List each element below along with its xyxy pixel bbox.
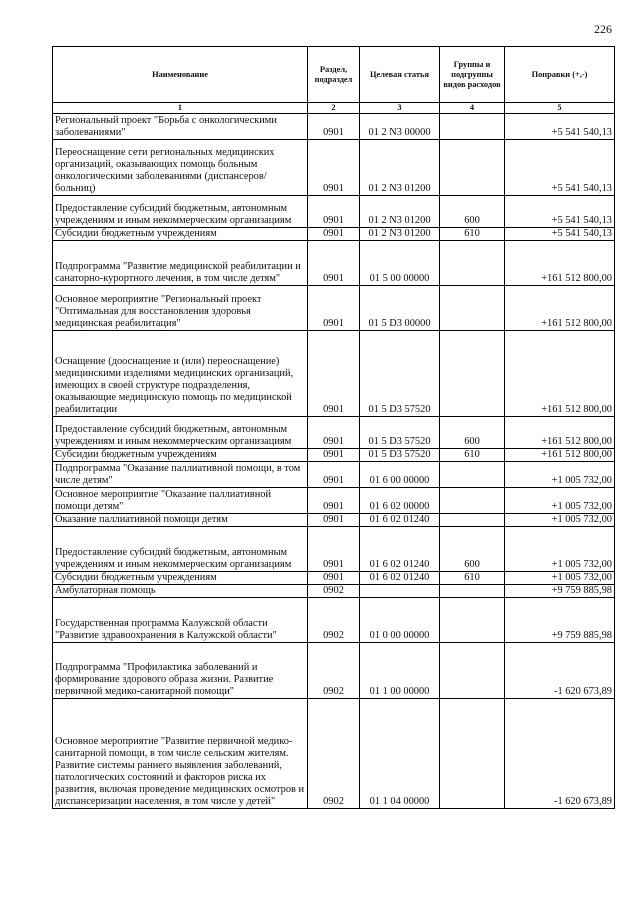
cell-target: 01 1 04 00000 <box>360 699 440 809</box>
table-row <box>53 585 615 598</box>
budget-amendments-table <box>52 46 615 809</box>
header-amendment: Поправки (+,-) <box>505 47 615 103</box>
cell-name: Основное мероприятие "Оказание паллиативной помощи детям" <box>53 488 308 514</box>
cell-group: 600 <box>440 196 505 228</box>
cell-amendment: +161 512 800,00 <box>505 331 615 417</box>
cell-section: 0901 <box>308 488 360 514</box>
cell-group: 610 <box>440 572 505 585</box>
table-row <box>53 514 615 527</box>
header-name: Наименование <box>53 47 308 103</box>
cell-group <box>440 286 505 331</box>
table-row <box>53 598 615 643</box>
cell-name: Подпрограмма "Развитие медицинской реабилитации и санаторно-курортного лечения, в том числе детям" <box>53 241 308 286</box>
cell-group <box>440 643 505 699</box>
table-row <box>53 643 615 699</box>
cell-group <box>440 140 505 196</box>
cell-target: 01 5 D3 57520 <box>360 417 440 449</box>
cell-amendment: +9 759 885,98 <box>505 598 615 643</box>
cell-section: 0901 <box>308 114 360 140</box>
table-row <box>53 462 615 488</box>
column-index: 1 <box>53 103 308 114</box>
cell-group <box>440 585 505 598</box>
table-row <box>53 417 615 449</box>
cell-section: 0902 <box>308 598 360 643</box>
cell-target: 01 5 D3 00000 <box>360 286 440 331</box>
cell-target: 01 6 02 01240 <box>360 572 440 585</box>
cell-group <box>440 114 505 140</box>
column-index: 4 <box>440 103 505 114</box>
table-row <box>53 572 615 585</box>
cell-amendment: +1 005 732,00 <box>505 572 615 585</box>
cell-section: 0901 <box>308 196 360 228</box>
cell-group <box>440 241 505 286</box>
cell-amendment: +1 005 732,00 <box>505 462 615 488</box>
cell-group: 610 <box>440 449 505 462</box>
table-row <box>53 228 615 241</box>
cell-name: Предоставление субсидий бюджетным, автономным учреждениям и иным некоммерческим организациям <box>53 417 308 449</box>
cell-amendment: +5 541 540,13 <box>505 228 615 241</box>
cell-section: 0902 <box>308 643 360 699</box>
cell-section: 0901 <box>308 228 360 241</box>
cell-target: 01 5 D3 57520 <box>360 331 440 417</box>
cell-amendment: +161 512 800,00 <box>505 286 615 331</box>
cell-section: 0901 <box>308 514 360 527</box>
table-header-row <box>53 47 615 103</box>
cell-amendment: +5 541 540,13 <box>505 140 615 196</box>
cell-target: 01 2 N3 00000 <box>360 114 440 140</box>
cell-amendment: +161 512 800,00 <box>505 417 615 449</box>
table-body <box>53 114 615 809</box>
column-index: 3 <box>360 103 440 114</box>
cell-amendment: +5 541 540,13 <box>505 196 615 228</box>
cell-group <box>440 331 505 417</box>
cell-name: Оказание паллиативной помощи детям <box>53 514 308 527</box>
cell-target: 01 6 02 01240 <box>360 514 440 527</box>
cell-section: 0902 <box>308 699 360 809</box>
page-number: 226 <box>594 22 612 36</box>
cell-group <box>440 598 505 643</box>
cell-target: 01 2 N3 01200 <box>360 196 440 228</box>
cell-section: 0901 <box>308 140 360 196</box>
cell-name: Подпрограмма "Профилактика заболеваний и формирование здорового образа жизни. Развитие первичной медико-санитарной помощи" <box>53 643 308 699</box>
table-row <box>53 241 615 286</box>
cell-group: 600 <box>440 417 505 449</box>
cell-group <box>440 488 505 514</box>
cell-name: Субсидии бюджетным учреждениям <box>53 449 308 462</box>
cell-target: 01 0 00 00000 <box>360 598 440 643</box>
column-index-row <box>53 103 615 114</box>
header-group: Группы и подгруппы видов расходов <box>440 47 505 103</box>
cell-target: 01 1 00 00000 <box>360 643 440 699</box>
cell-section: 0901 <box>308 417 360 449</box>
table-row <box>53 488 615 514</box>
cell-section: 0901 <box>308 572 360 585</box>
cell-target: 01 5 00 00000 <box>360 241 440 286</box>
cell-name: Основное мероприятие "Развитие первичной медико-санитарной помощи, в том числе сельским жителям. Развитие системы раннего выявления заболеваний, патологических состояний и факторов риска их развития, включая проведение медицинских осмотров и диспансеризации населения, в том числе у детей" <box>53 699 308 809</box>
cell-section: 0901 <box>308 527 360 572</box>
cell-amendment: +5 541 540,13 <box>505 114 615 140</box>
cell-name: Оснащение (дооснащение и (или) переоснащение) медицинскими изделиями медицинских организаций, имеющих в своей структуре подразделения, оказывающие медицинскую помощь по медицинской реабилитации <box>53 331 308 417</box>
cell-name: Предоставление субсидий бюджетным, автономным учреждениям и иным некоммерческим организациям <box>53 196 308 228</box>
cell-section: 0901 <box>308 449 360 462</box>
cell-name: Амбулаторная помощь <box>53 585 308 598</box>
table-row <box>53 196 615 228</box>
cell-amendment: +1 005 732,00 <box>505 488 615 514</box>
cell-name: Региональный проект "Борьба с онкологическими заболеваниями" <box>53 114 308 140</box>
cell-amendment: -1 620 673,89 <box>505 643 615 699</box>
column-index: 2 <box>308 103 360 114</box>
table-row <box>53 114 615 140</box>
cell-target: 01 2 N3 01200 <box>360 140 440 196</box>
table-row <box>53 449 615 462</box>
cell-amendment: +161 512 800,00 <box>505 449 615 462</box>
table-row <box>53 527 615 572</box>
cell-section: 0902 <box>308 585 360 598</box>
cell-target: 01 6 02 01240 <box>360 527 440 572</box>
cell-name: Основное мероприятие "Региональный проект "Оптимальная для восстановления здоровья медицинская реабилитация" <box>53 286 308 331</box>
table-row <box>53 331 615 417</box>
cell-name: Предоставление субсидий бюджетным, автономным учреждениям и иным некоммерческим организациям <box>53 527 308 572</box>
cell-name: Переоснащение сети региональных медицинских организаций, оказывающих помощь больным онкологическими заболеваниями (диспансеров/больниц) <box>53 140 308 196</box>
cell-target <box>360 585 440 598</box>
table-row <box>53 699 615 809</box>
cell-section: 0901 <box>308 331 360 417</box>
cell-name: Субсидии бюджетным учреждениям <box>53 228 308 241</box>
cell-group: 600 <box>440 527 505 572</box>
cell-group: 610 <box>440 228 505 241</box>
cell-name: Подпрограмма "Оказание паллиативной помощи, в том числе детям" <box>53 462 308 488</box>
cell-group <box>440 462 505 488</box>
cell-section: 0901 <box>308 286 360 331</box>
cell-amendment: +1 005 732,00 <box>505 514 615 527</box>
cell-section: 0901 <box>308 241 360 286</box>
cell-target: 01 2 N3 01200 <box>360 228 440 241</box>
cell-amendment: +161 512 800,00 <box>505 241 615 286</box>
cell-name: Субсидии бюджетным учреждениям <box>53 572 308 585</box>
table-row <box>53 286 615 331</box>
cell-amendment: -1 620 673,89 <box>505 699 615 809</box>
cell-group <box>440 699 505 809</box>
header-section: Раздел, подраздел <box>308 47 360 103</box>
cell-target: 01 6 02 00000 <box>360 488 440 514</box>
cell-amendment: +9 759 885,98 <box>505 585 615 598</box>
column-index: 5 <box>505 103 615 114</box>
cell-amendment: +1 005 732,00 <box>505 527 615 572</box>
header-target: Целевая статья <box>360 47 440 103</box>
cell-name: Государственная программа Калужской области "Развитие здравоохранения в Калужской области" <box>53 598 308 643</box>
cell-section: 0901 <box>308 462 360 488</box>
cell-group <box>440 514 505 527</box>
cell-target: 01 6 00 00000 <box>360 462 440 488</box>
cell-target: 01 5 D3 57520 <box>360 449 440 462</box>
table-row <box>53 140 615 196</box>
